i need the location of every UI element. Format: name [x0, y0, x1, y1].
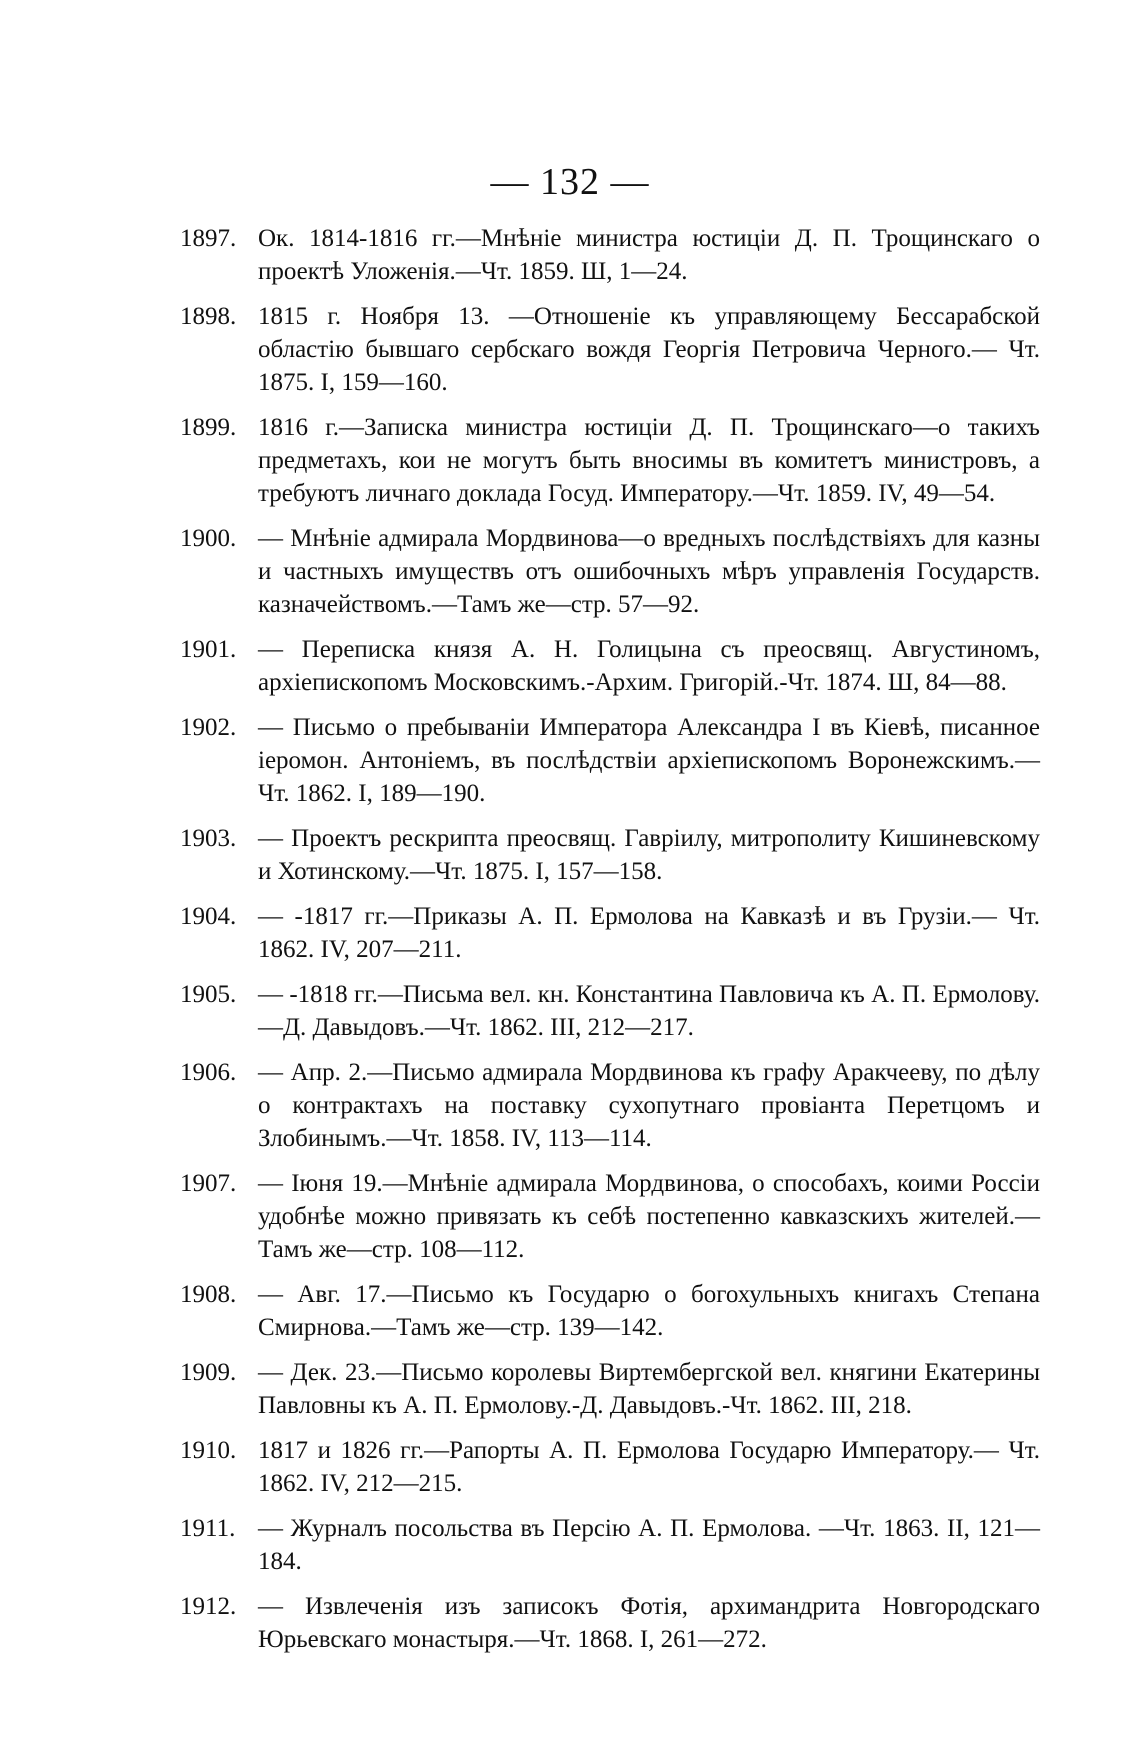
entry-number: 1905.: [180, 981, 237, 1008]
entry-text: Ок. 1814-1816 гг.—Мнѣніе министра юстиціи Д. П. Трощинскаго о проектѣ Уложенія.—Чт. 1859. Ш, 1—24.: [258, 225, 1040, 285]
entry-text: 1815 г. Ноября 13. —Отношеніе къ управляющему Бессарабской областію бывшаго сербскаго вождя Георгія Петровича Черного.— Чт. 1875. I, 159—160.: [258, 303, 1040, 396]
list-item: [180, 522, 1040, 621]
list-item: [180, 411, 1040, 510]
entry-number: 1898.: [180, 303, 237, 330]
entry-number: 1910.: [180, 1437, 237, 1464]
entry-list: [180, 222, 1040, 1668]
list-item: [180, 1056, 1040, 1155]
list-item: [180, 300, 1040, 399]
entry-number: 1911.: [180, 1515, 236, 1542]
entry-text: — Мнѣніе адмирала Мордвинова—о вредныхъ послѣдствіяхъ для казны и частныхъ имуществъ отъ ошибочныхъ мѣръ управленія Государств. казначействомъ.—Тамъ же—стр. 57—92.: [258, 525, 1040, 618]
list-item: [180, 1356, 1040, 1422]
entry-text: — Переписка князя А. Н. Голицына съ преосвящ. Августиномъ, архіепископомъ Московскимъ.-Архим. Григорій.-Чт. 1874. Ш, 84—88.: [258, 636, 1040, 696]
entry-number: 1899.: [180, 414, 237, 441]
list-item: [180, 1278, 1040, 1344]
list-item: [180, 1434, 1040, 1500]
entry-text: — Апр. 2.—Письмо адмирала Мордвинова къ графу Аракчееву, по дѣлу о контрактахъ на поставку сухопутнаго провіанта Перетцомъ и Злобинымъ.—Чт. 1858. IV, 113—114.: [258, 1059, 1040, 1152]
entry-text: — Проектъ рескрипта преосвящ. Гавріилу, митрополиту Кишиневскому и Хотинскому.—Чт. 1875. I, 157—158.: [258, 825, 1040, 885]
entry-number: 1907.: [180, 1170, 237, 1197]
entry-text: — -1817 гг.—Приказы А. П. Ермолова на Кавказѣ и въ Грузіи.— Чт. 1862. IV, 207—211.: [258, 903, 1040, 963]
list-item: [180, 711, 1040, 810]
list-item: [180, 978, 1040, 1044]
list-item: [180, 1590, 1040, 1656]
entry-number: 1908.: [180, 1281, 237, 1308]
entry-text: — Письмо о пребываніи Императора Александра I въ Кіевѣ, писанное іеромон. Антоніемъ, въ послѣдствіи архіепископомъ Воронежскимъ.—Чт. 1862. I, 189—190.: [258, 714, 1040, 807]
entry-text: — -1818 гг.—Письма вел. кн. Константина Павловича къ А. П. Ермолову.—Д. Давыдовъ.—Чт. 1862. III, 212—217.: [258, 981, 1040, 1041]
entry-number: 1909.: [180, 1359, 237, 1386]
entry-text: 1817 и 1826 гг.—Рапорты А. П. Ермолова Государю Императору.— Чт. 1862. IV, 212—215.: [258, 1437, 1040, 1497]
entry-number: 1902.: [180, 714, 237, 741]
entry-text: — Извлеченія изъ записокъ Фотія, архимандрита Новгородскаго Юрьевскаго монастыря.—Чт. 1868. I, 261—272.: [258, 1593, 1040, 1653]
list-item: [180, 1167, 1040, 1266]
list-item: [180, 222, 1040, 288]
list-item: [180, 822, 1040, 888]
entry-text: — Дек. 23.—Письмо королевы Виртембергской вел. княгини Екатерины Павловны къ А. П. Ермолову.-Д. Давыдовъ.-Чт. 1862. III, 218.: [258, 1359, 1040, 1419]
entry-text: 1816 г.—Записка министра юстиціи Д. П. Трощинскаго—о такихъ предметахъ, кои не могутъ быть вносимы въ комитетъ министровъ, а требуютъ личнаго доклада Госуд. Императору.—Чт. 1859. IV, 49—54.: [258, 414, 1040, 507]
list-item: [180, 1512, 1040, 1578]
list-item: [180, 633, 1040, 699]
entry-text: — Журналъ посольства въ Персію А. П. Ермолова. —Чт. 1863. II, 121—184.: [258, 1515, 1040, 1575]
entry-number: 1900.: [180, 525, 237, 552]
entry-text: — Авг. 17.—Письмо къ Государю о богохульныхъ книгахъ Степана Смирнова.—Тамъ же—стр. 139—142.: [258, 1281, 1040, 1341]
entry-number: 1904.: [180, 903, 237, 930]
entry-number: 1906.: [180, 1059, 237, 1086]
entry-number: 1903.: [180, 825, 237, 852]
entry-number: 1901.: [180, 636, 237, 663]
entry-number: 1897.: [180, 225, 237, 252]
list-item: [180, 900, 1040, 966]
entry-number: 1912.: [180, 1593, 237, 1620]
entry-text: — Іюня 19.—Мнѣніе адмирала Мордвинова, о способахъ, коими Россіи удобнѣе можно привязать къ себѣ постепенно кавказскихъ жителей.—Тамъ же—стр. 108—112.: [258, 1170, 1040, 1263]
page-number: — 132 —: [490, 161, 650, 203]
